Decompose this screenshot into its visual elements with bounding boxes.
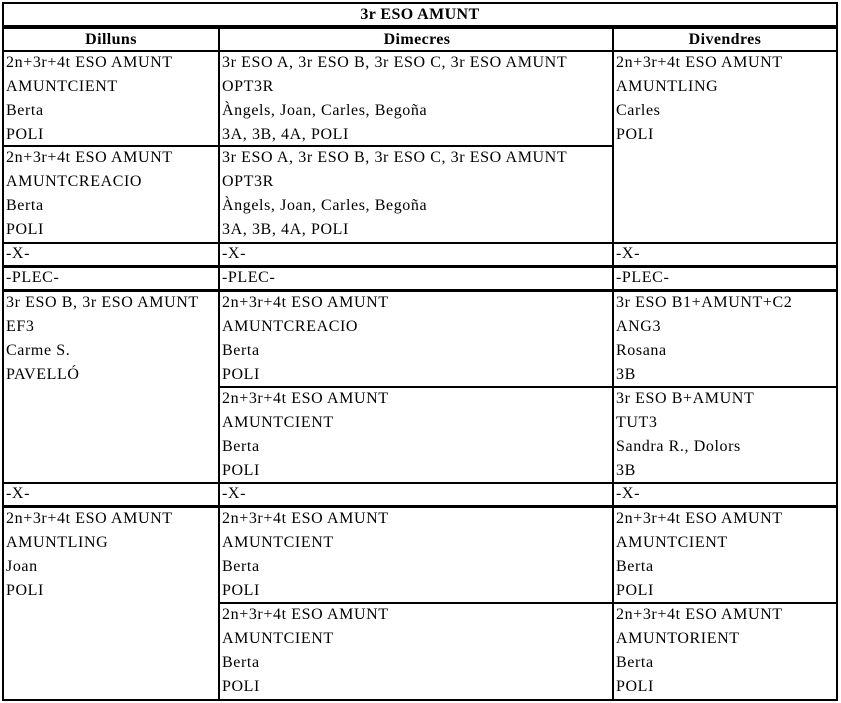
schedule-cell-mon-2 xyxy=(2,145,220,244)
schedule-cell-fri-4 xyxy=(612,506,838,605)
cell-subject: AMUNTORIENT xyxy=(616,630,740,647)
cell-group: 2n+3r+4t ESO AMUNT xyxy=(6,149,173,166)
cell-subject: OPT3R xyxy=(222,173,274,190)
cell-subject: AMUNTCIENT xyxy=(222,534,334,551)
table-title-text: 3r ESO AMUNT xyxy=(360,6,480,23)
cell-room: POLI xyxy=(6,221,44,238)
cell-group: 2n+3r+4t ESO AMUNT xyxy=(616,606,783,623)
cell-group: 2n+3r+4t ESO AMUNT xyxy=(616,54,783,71)
cell-group: 2n+3r+4t ESO AMUNT xyxy=(222,390,389,407)
cell-subject: AMUNTCREACIO xyxy=(222,318,359,335)
schedule-cell-wed-4 xyxy=(218,386,616,484)
cell-subject: EF3 xyxy=(6,318,35,335)
cell-teacher: Carles xyxy=(616,102,661,119)
table-title xyxy=(2,2,838,27)
day-header-divendres xyxy=(612,27,838,52)
schedule-cell-fri-5 xyxy=(612,602,838,701)
cell-marker: -PLEC- xyxy=(6,269,60,286)
cell-teacher: Berta xyxy=(222,438,260,455)
cell-room: POLI xyxy=(222,582,260,599)
cell-group: 2n+3r+4t ESO AMUNT xyxy=(616,510,783,527)
schedule-cell-wed-x1 xyxy=(218,242,616,267)
schedule-cell-mon-plec xyxy=(2,266,220,291)
schedule-cell-wed-1 xyxy=(218,50,616,147)
schedule-cell-mon-x2 xyxy=(2,482,220,507)
cell-group: 2n+3r+4t ESO AMUNT xyxy=(222,294,389,311)
cell-subject: AMUNTCIENT xyxy=(222,414,334,431)
cell-group: 3r ESO A, 3r ESO B, 3r ESO C, 3r ESO AMUNT xyxy=(222,54,568,71)
cell-group: 2n+3r+4t ESO AMUNT xyxy=(222,606,389,623)
cell-subject: OPT3R xyxy=(222,78,274,95)
cell-marker: -X- xyxy=(616,485,641,502)
cell-teacher: Àngels, Joan, Carles, Begoña xyxy=(222,102,428,119)
cell-room: POLI xyxy=(6,582,44,599)
cell-teacher: Berta xyxy=(6,197,44,214)
cell-room: POLI xyxy=(6,126,44,143)
schedule-cell-mon-4 xyxy=(2,506,220,701)
schedule-cell-fri-x1 xyxy=(612,242,838,267)
cell-teacher: Sandra R., Dolors xyxy=(616,438,741,455)
schedule-cell-wed-6 xyxy=(218,602,616,701)
cell-group: 3r ESO B, 3r ESO AMUNT xyxy=(6,294,199,311)
day-header-dilluns xyxy=(2,27,220,52)
cell-group: 2n+3r+4t ESO AMUNT xyxy=(6,510,173,527)
cell-room: POLI xyxy=(222,366,260,383)
cell-room: POLI xyxy=(616,126,654,143)
cell-teacher: Berta xyxy=(616,558,654,575)
cell-group: 3r ESO B+AMUNT xyxy=(616,390,755,407)
schedule-cell-mon-3 xyxy=(2,290,220,484)
cell-group: 2n+3r+4t ESO AMUNT xyxy=(222,510,389,527)
schedule-cell-fri-1 xyxy=(612,50,838,244)
cell-marker: -X- xyxy=(6,485,31,502)
cell-group: 3r ESO A, 3r ESO B, 3r ESO C, 3r ESO AMUNT xyxy=(222,149,568,166)
cell-subject: AMUNTLING xyxy=(6,534,109,551)
cell-teacher: Rosana xyxy=(616,342,667,359)
cell-teacher: Berta xyxy=(616,654,654,671)
cell-teacher: Berta xyxy=(222,654,260,671)
cell-teacher: Joan xyxy=(6,558,38,575)
schedule-cell-wed-plec xyxy=(218,266,616,291)
schedule-cell-mon-x1 xyxy=(2,242,220,267)
cell-room: 3A, 3B, 4A, POLI xyxy=(222,221,349,238)
cell-subject: AMUNTLING xyxy=(616,78,719,95)
day-header-label: Dilluns xyxy=(85,31,137,48)
schedule-cell-fri-plec xyxy=(612,266,838,291)
cell-marker: -X- xyxy=(6,245,31,262)
cell-group: 2n+3r+4t ESO AMUNT xyxy=(6,54,173,71)
cell-teacher: Berta xyxy=(6,102,44,119)
cell-room: 3B xyxy=(616,366,636,383)
cell-group: 3r ESO B1+AMUNT+C2 xyxy=(616,294,793,311)
cell-subject: AMUNTCREACIO xyxy=(6,173,143,190)
cell-marker: -PLEC- xyxy=(222,269,276,286)
day-header-label: Dimecres xyxy=(383,31,451,48)
cell-subject: ANG3 xyxy=(616,318,662,335)
schedule-cell-wed-2 xyxy=(218,145,616,244)
cell-subject: AMUNTCIENT xyxy=(222,630,334,647)
cell-teacher: Berta xyxy=(222,558,260,575)
cell-teacher: Àngels, Joan, Carles, Begoña xyxy=(222,197,428,214)
cell-subject: AMUNTCIENT xyxy=(6,78,118,95)
schedule-cell-fri-x2 xyxy=(612,482,838,507)
cell-subject: AMUNTCIENT xyxy=(616,534,728,551)
cell-teacher: Carme S. xyxy=(6,342,71,359)
cell-room: POLI xyxy=(222,678,260,695)
cell-teacher: Berta xyxy=(222,342,260,359)
schedule-cell-fri-2 xyxy=(612,290,838,389)
day-header-dimecres xyxy=(218,27,616,52)
cell-room: PAVELLÓ xyxy=(6,366,80,383)
cell-room: POLI xyxy=(616,582,654,599)
cell-marker: -X- xyxy=(616,245,641,262)
day-header-label: Divendres xyxy=(688,31,762,48)
cell-marker: -PLEC- xyxy=(616,269,670,286)
cell-room: POLI xyxy=(616,678,654,695)
schedule-cell-wed-5 xyxy=(218,506,616,605)
cell-marker: -X- xyxy=(222,485,247,502)
schedule-cell-fri-3 xyxy=(612,386,838,484)
cell-room: 3B xyxy=(616,462,636,479)
schedule-cell-wed-x2 xyxy=(218,482,616,507)
cell-marker: -X- xyxy=(222,245,247,262)
cell-room: 3A, 3B, 4A, POLI xyxy=(222,126,349,143)
schedule-cell-mon-1 xyxy=(2,50,220,147)
cell-room: POLI xyxy=(222,462,260,479)
schedule-cell-wed-3 xyxy=(218,290,616,389)
cell-subject: TUT3 xyxy=(616,414,658,431)
